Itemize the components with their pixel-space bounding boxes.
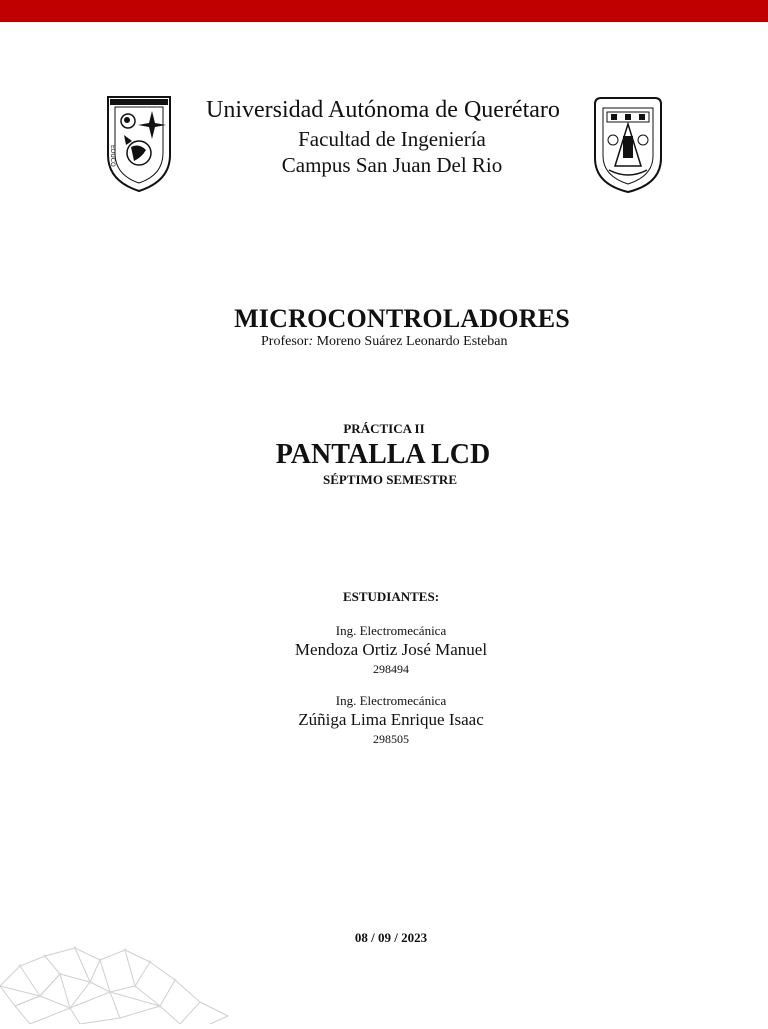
student-program: Ing. Electromecánica: [335, 693, 447, 708]
student-name: Zúñiga Lima Enrique Isaac: [298, 710, 484, 729]
university-name: Universidad Autónoma de Querétaro: [206, 97, 560, 123]
top-accent-bar: [0, 0, 768, 22]
document-date: 08 / 09 / 2023: [354, 930, 428, 945]
practice-title: PANTALLA LCD: [275, 439, 491, 470]
campus-name: Campus San Juan Del Rio: [281, 153, 503, 177]
course-title: MICROCONTROLADORES: [234, 304, 570, 333]
student-program: Ing. Electromecánica: [335, 623, 447, 638]
student-id: 298505: [373, 732, 409, 746]
svg-text:EDUCO: EDUCO: [109, 145, 116, 167]
student-name: Mendoza Ortiz José Manuel: [294, 640, 488, 659]
professor-label: Profesor: [261, 334, 309, 349]
decorative-wireframe-icon: [0, 946, 230, 1029]
student-id: 298494: [373, 662, 409, 676]
professor-name: Moreno Suárez Leonardo Esteban: [316, 334, 508, 349]
professor-separator: :: [308, 334, 314, 349]
practice-number: PRÁCTICA II: [343, 421, 425, 436]
semester-label: SÉPTIMO SEMESTRE: [322, 472, 457, 487]
students-heading: ESTUDIANTES:: [342, 589, 440, 604]
faculty-name: Facultad de Ingeniería: [298, 127, 486, 151]
professor-line: [261, 334, 507, 350]
